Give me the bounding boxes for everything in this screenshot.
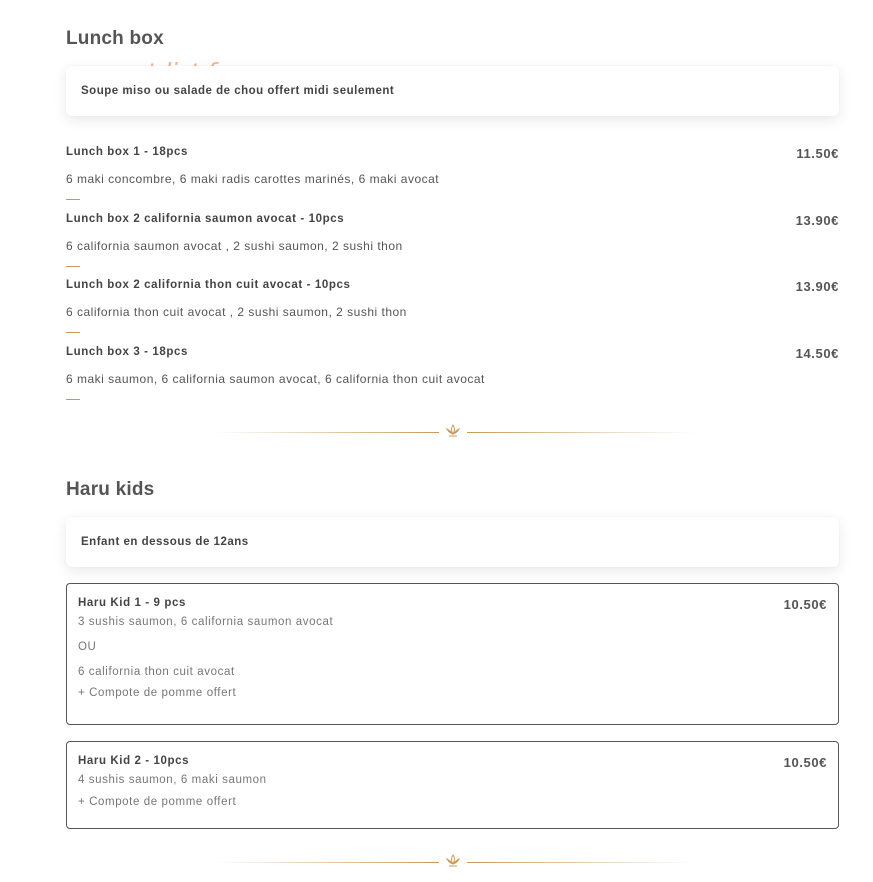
section-title-haru-kids: Haru kids <box>66 479 155 500</box>
item-name: Lunch box 2 california thon cuit avocat - 10pcs <box>66 279 351 291</box>
menu-item[interactable] <box>66 279 839 333</box>
item-name: Lunch box 3 - 18pcs <box>66 346 188 358</box>
item-description: + Compote de pomme offert <box>78 796 237 808</box>
item-description: 3 sushis saumon, 6 california saumon avocat <box>78 616 334 628</box>
item-separator <box>66 399 80 400</box>
lotus-ornament-icon <box>445 423 461 439</box>
item-description: 6 california saumon avocat , 2 sushi saumon, 2 sushi thon <box>66 239 403 253</box>
item-description: 4 sushis saumon, 6 maki saumon <box>78 774 267 786</box>
section-divider <box>213 855 696 869</box>
section-title-lunch-box: Lunch box <box>66 28 164 49</box>
item-price: 14.50€ <box>795 346 839 361</box>
item-description: 6 california thon cuit avocat , 2 sushi saumon, 2 sushi thon <box>66 305 407 319</box>
item-price: 10.50€ <box>783 755 827 770</box>
item-name: Haru Kid 2 - 10pcs <box>78 755 190 767</box>
item-description: 6 maki saumon, 6 california saumon avocat, 6 california thon cuit avocat <box>66 372 485 386</box>
item-name: Lunch box 2 california saumon avocat - 10pcs <box>66 213 345 225</box>
item-price: 13.90€ <box>795 279 839 294</box>
item-name: Lunch box 1 - 18pcs <box>66 146 188 158</box>
lunch-box-note-text: Soupe miso ou salade de chou offert midi seulement <box>81 85 395 97</box>
menu-item[interactable] <box>66 213 839 267</box>
menu-item[interactable] <box>66 346 839 400</box>
haru-kids-note-text: Enfant en dessous de 12ans <box>81 536 249 548</box>
item-description: + Compote de pomme offert <box>78 687 237 699</box>
kid-menu-card[interactable] <box>66 741 839 829</box>
item-separator <box>66 266 80 267</box>
item-separator <box>66 332 80 333</box>
item-name: Haru Kid 1 - 9 pcs <box>78 597 186 609</box>
menu-item[interactable] <box>66 146 839 200</box>
item-description: 6 california thon cuit avocat <box>78 666 235 678</box>
section-divider <box>213 425 696 439</box>
item-description: 6 maki concombre, 6 maki radis carottes marinés, 6 maki avocat <box>66 172 440 186</box>
kid-menu-card[interactable] <box>66 583 839 725</box>
item-price: 10.50€ <box>783 597 827 612</box>
item-price: 13.90€ <box>795 213 839 228</box>
haru-kids-note <box>66 517 839 567</box>
item-description: OU <box>78 641 97 653</box>
item-separator <box>66 199 80 200</box>
lotus-ornament-icon <box>445 853 461 869</box>
lunch-box-note <box>66 66 839 116</box>
item-price: 11.50€ <box>796 146 839 161</box>
